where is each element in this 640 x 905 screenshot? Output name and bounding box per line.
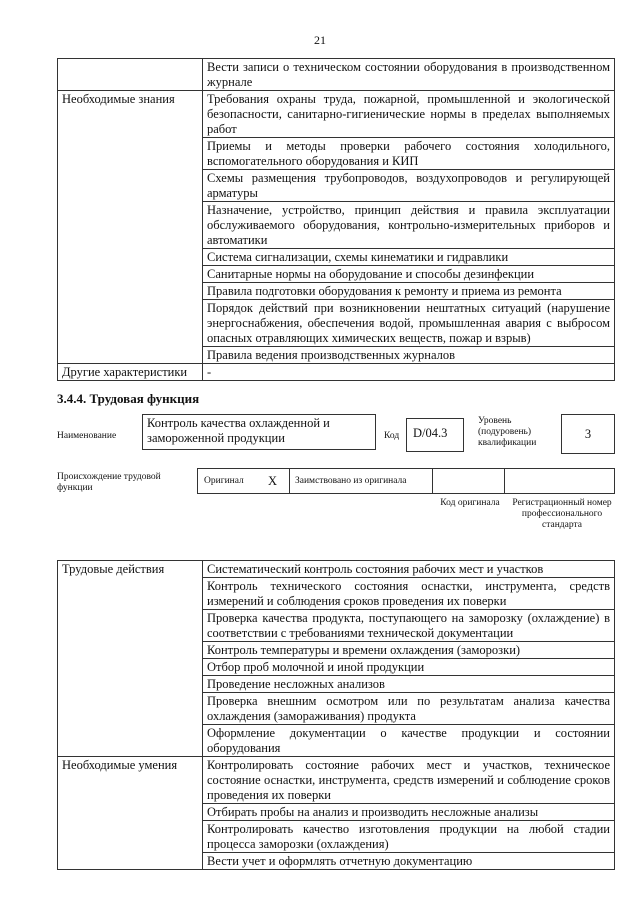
table-cell: Схемы размещения трубопроводов, воздухопроводов и регулирующей арматуры bbox=[203, 170, 615, 202]
table-cell: Оформление документации о качестве продукции и состоянии оборудования bbox=[203, 725, 615, 757]
page-number: 21 bbox=[314, 33, 326, 47]
divider bbox=[289, 468, 290, 494]
table-cell: Проверка качества продукта, поступающего на заморозку (охлаждение) в соответствии с требованиями технической документации bbox=[203, 610, 615, 642]
origin-label: Происхождение трудовой функции bbox=[57, 472, 161, 493]
row-label: Другие характеристики bbox=[58, 364, 203, 381]
original-mark: X bbox=[268, 474, 278, 488]
table-cell: Контролировать состояние рабочих мест и участков, техническое состояние оснастки, инструмента, средств измерений и соблюдение сроков проведения их поверки bbox=[203, 757, 615, 804]
row-label: Необходимые умения bbox=[58, 757, 203, 870]
actions-table bbox=[57, 560, 615, 870]
table-row bbox=[58, 757, 615, 804]
table-cell: Отбирать пробы на анализ и производить несложные анализы bbox=[203, 804, 615, 821]
function-name-box bbox=[142, 414, 376, 450]
code-label: Код bbox=[384, 431, 400, 441]
table-cell: Контроль температуры и времени охлаждения (заморозки) bbox=[203, 642, 615, 659]
level-value: 3 bbox=[584, 427, 592, 441]
table-cell: Вести записи о техническом состоянии оборудования в производственном журнале bbox=[203, 59, 615, 91]
divider bbox=[504, 468, 505, 494]
original-label: Оригинал bbox=[204, 476, 244, 486]
table-cell: - bbox=[203, 364, 615, 381]
table-cell: Порядок действий при возникновении нештатных ситуаций (нарушение энергоснабжения, обеспечения водой, промышленная авария с выбросом опасных отравляющих химических веществ, пожар и взрыв) bbox=[203, 300, 615, 347]
function-name: Контроль качества охлажденной и замороженной продукции bbox=[147, 416, 330, 445]
table-cell: Система сигнализации, схемы кинематики и гидравлики bbox=[203, 249, 615, 266]
table-cell: Систематический контроль состояния рабочих мест и участков bbox=[203, 561, 615, 578]
row-label bbox=[58, 59, 203, 91]
table-cell: Требования охраны труда, пожарной, промышленной и экологической безопасности, санитарно-гигиенические нормы в пределах выполняемых работ bbox=[203, 91, 615, 138]
table-cell: Правила ведения производственных журналов bbox=[203, 347, 615, 364]
level-label: Уровень (подуровень) квалификации bbox=[478, 416, 537, 448]
code-box bbox=[406, 418, 464, 452]
table-cell: Отбор проб молочной и иной продукции bbox=[203, 659, 615, 676]
row-label: Необходимые знания bbox=[58, 91, 203, 364]
table-cell: Правила подготовки оборудования к ремонту и приема из ремонта bbox=[203, 283, 615, 300]
table-cell: Приемы и методы проверки рабочего состояния холодильного, вспомогательного оборудования и КИП bbox=[203, 138, 615, 170]
reg-number-label: Регистрационный номер профессионального стандарта bbox=[512, 498, 612, 530]
table-cell: Вести учет и оформлять отчетную документацию bbox=[203, 853, 615, 870]
borrowed-label: Заимствовано из оригинала bbox=[295, 476, 407, 486]
name-label: Наименование bbox=[57, 431, 117, 441]
divider bbox=[432, 468, 433, 494]
code-value: D/04.3 bbox=[413, 426, 448, 440]
table-cell: Назначение, устройство, принцип действия и правила эксплуатации обслуживаемого оборудования, контрольно-измерительных приборов и автоматики bbox=[203, 202, 615, 249]
section-heading: 3.4.4. Трудовая функция bbox=[57, 391, 200, 406]
table-cell: Проведение несложных анализов bbox=[203, 676, 615, 693]
table-row bbox=[58, 59, 615, 91]
table-cell: Проверка внешним осмотром или по результатам анализа качества охлаждения (замораживания) продукта bbox=[203, 693, 615, 725]
table-row bbox=[58, 561, 615, 578]
row-label: Трудовые действия bbox=[58, 561, 203, 757]
table-cell: Контролировать качество изготовления продукции на любой стадии процесса заморозки (охлаждения) bbox=[203, 821, 615, 853]
table-row bbox=[58, 364, 615, 381]
code-original-label: Код оригинала bbox=[440, 498, 500, 508]
table-cell: Контроль технического состояния оснастки, инструмента, средств измерений и соблюдения сроков проведения их поверки bbox=[203, 578, 615, 610]
table-cell: Санитарные нормы на оборудование и способы дезинфекции bbox=[203, 266, 615, 283]
level-box bbox=[561, 414, 615, 454]
table-row bbox=[58, 91, 615, 138]
knowledge-table bbox=[57, 58, 615, 381]
